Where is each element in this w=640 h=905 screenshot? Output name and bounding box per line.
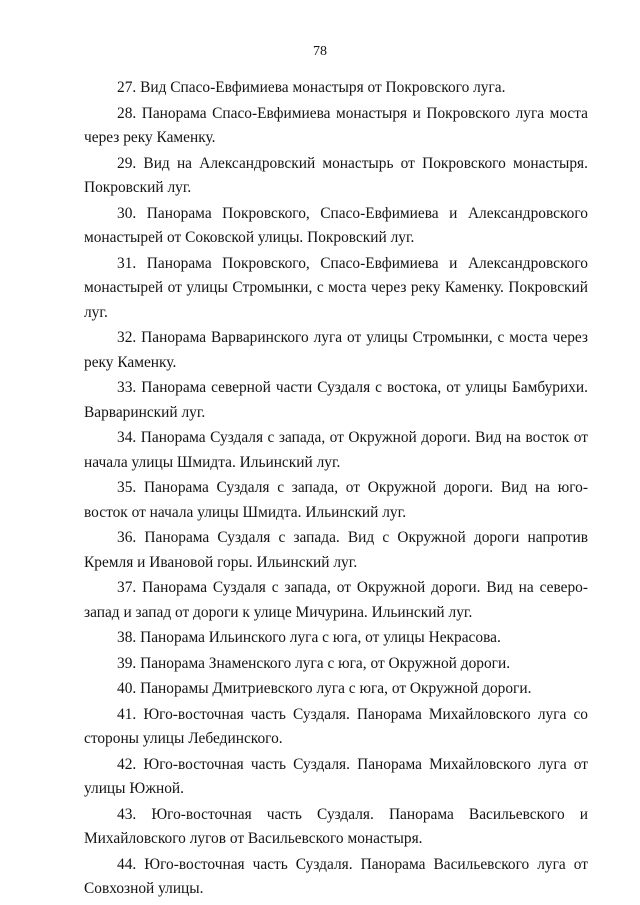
list-item: 39. Панорама Знаменского луга с юга, от Окружной дороги. <box>117 654 511 672</box>
list-item: 44. Юго-восточная часть Суздаля. Панорама Васильевского луга от Совхозной улицы. <box>84 855 588 897</box>
list-item: 27. Вид Спасо-Евфимиева монастыря от Покровского луга. <box>117 79 506 96</box>
list-item: 38. Панорама Ильинского луга с юга, от улицы Некрасова. <box>117 629 501 646</box>
list-item: 43. Юго-восточная часть Суздаля. Панорама Васильевского и Михайловского лугов от Васильевского монастыря. <box>84 805 588 847</box>
list-item: 36. Панорама Суздаля с запада. Вид с Окружной дороги напротив Кремля и Ивановой горы. Ильинский луг. <box>84 529 588 571</box>
list-item: 29. Вид на Александровский монастырь от Покровского монастыря. Покровский луг. <box>84 154 588 196</box>
page-number: 78 <box>313 44 327 59</box>
list-item: 30. Панорама Покровского, Спасо-Евфимиева и Александровского монастырей от Соковской улицы. Покровский луг. <box>84 204 588 246</box>
list-item: 34. Панорама Суздаля с запада, от Окружной дороги. Вид на восток от начала улицы Шмидта. Ильинский луг. <box>84 429 588 471</box>
entries-list <box>84 76 588 903</box>
list-item: 31. Панорама Покровского, Спасо-Евфимиева и Александровского монастырей от улицы Стромынки, с моста через реку Каменку. Покровский луг. <box>84 254 588 321</box>
list-item: 33. Панорама северной части Суздаля с востока, от улицы Бамбурихи. Варваринский луг. <box>84 379 588 421</box>
list-item: 40. Панорамы Дмитриевского луга с юга, от Окружной дороги. <box>117 680 532 697</box>
list-item: 41. Юго-восточная часть Суздаля. Панорама Михайловского луга со стороны улицы Лебединского. <box>84 705 588 747</box>
list-item: 32. Панорама Варваринского луга от улицы Стромынки, с моста через реку Каменку. <box>84 329 588 371</box>
list-item: 35. Панорама Суздаля с запада, от Окружной дороги. Вид на юго-восток от начала улицы Шмидта. Ильинский луг. <box>84 479 588 521</box>
list-item: 28. Панорама Спасо-Евфимиева монастыря и Покровского луга моста через реку Каменку. <box>84 104 588 146</box>
list-item: 42. Юго-восточная часть Суздаля. Панорама Михайловского луга от улицы Южной. <box>84 755 588 797</box>
list-item: 37. Панорама Суздаля с запада, от Окружной дороги. Вид на северо-запад и запад от дороги к улице Мичурина. Ильинский луг. <box>84 579 588 621</box>
